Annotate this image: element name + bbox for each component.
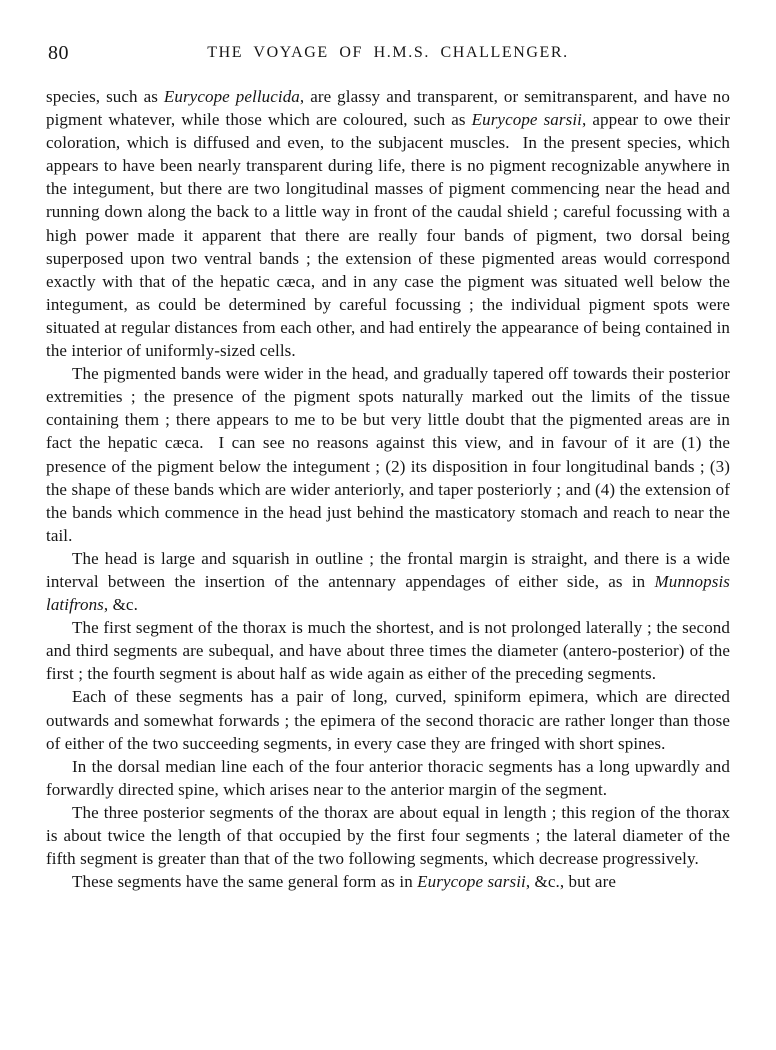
species-name: Eurycope sarsii xyxy=(417,872,526,892)
text-run: The three posterior segments of the thorax are about equal in length ; this region of the thorax is about twice the length of that occupied by the first four segments ; the lateral diameter of the fifth segment is greater than that of the two following segments, which decrease progressively. xyxy=(46,802,730,869)
text-run: species, such as xyxy=(46,87,164,106)
text-run: These segments have the same general form as in xyxy=(72,872,418,892)
paragraph xyxy=(46,755,730,801)
text-run: , &c., but are xyxy=(525,872,616,892)
species-name: Eurycope sarsii xyxy=(471,110,582,130)
running-title: THE VOYAGE OF H.M.S. CHALLENGER. xyxy=(207,44,569,61)
text-block xyxy=(46,85,730,893)
species-name: Eurycope pellucida xyxy=(163,87,300,106)
paragraph xyxy=(46,547,730,616)
page-number: 80 xyxy=(48,42,69,64)
species-name: Munnopsis latifrons xyxy=(46,571,730,615)
text-run: , appear to owe their coloration, which is diffused and even, to the subjacent muscles. In the present species, which appears to have been nearly transparent during life, there is no pigment recognizable anywhere in the integument, but there are two longitudinal masses of pigment commencing near the head and running down along the back to a little way in front of the caudal shield ; careful focussing with a high power made it apparent that there are really four bands of pigment, two dorsal being superposed upon two ventral bands ; the extension of these pigmented areas would correspond exactly with that of the hepatic cæca, and in any case the pigment was situated well below the integument, as could be determined by careful focussing ; the individual pigment spots were situated at regular distances from each other, and had entirely the appearance of being contained in the interior of uniformly-sized cells. xyxy=(46,110,730,361)
paragraph xyxy=(46,801,730,870)
text-run: , &c. xyxy=(103,595,138,615)
text-run: In the dorsal median line each of the four anterior thoracic segments has a long upwardly and forwardly directed spine, which arises near to the anterior margin of the segment. xyxy=(46,756,730,799)
text-run: , are glassy and transparent, or semitransparent, and have no pigment whatever, while those which are coloured, such as xyxy=(46,87,730,130)
paragraph xyxy=(46,870,730,893)
page-header xyxy=(46,41,730,65)
paragraph xyxy=(46,362,730,547)
paragraph xyxy=(46,616,730,685)
paragraph xyxy=(46,85,730,362)
text-run: Each of these segments has a pair of long, curved, spiniform epimera, which are directed outwards and somewhat forwards ; the epimera of the second thoracic are rather longer than those of either of the two succeeding segments, in every case they are fringed with short spines. xyxy=(46,687,730,753)
text-run: The first segment of the thorax is much the shortest, and is not prolonged laterally ; the second and third segments are subequal, and have about three times the diameter (antero-posterior) of the first ; the fourth segment is about half as wide again as either of the preceding segments. xyxy=(46,618,730,684)
text-run: The head is large and squarish in outline ; the frontal margin is straight, and there is a wide interval between the insertion of the antennary appendages of either side, as in xyxy=(46,548,730,591)
text-run: The pigmented bands were wider in the head, and gradually tapered off towards their posterior extremities ; the presence of the pigment spots naturally marked out the limits of the tissue containing them ; there appears to me to be but very little doubt that the pigmented areas are in fact the hepatic cæca. I can see no reasons against this view, and in favour of it are (1) the presence of the pigment below the integument ; (2) its disposition in four longitudinal bands ; (3) the shape of these bands which are wider anteriorly, and taper posteriorly ; and (4) the extension of the bands which commence in the head just behind the masticatory stomach and reach to near the tail. xyxy=(46,364,730,545)
paragraph xyxy=(46,685,730,754)
